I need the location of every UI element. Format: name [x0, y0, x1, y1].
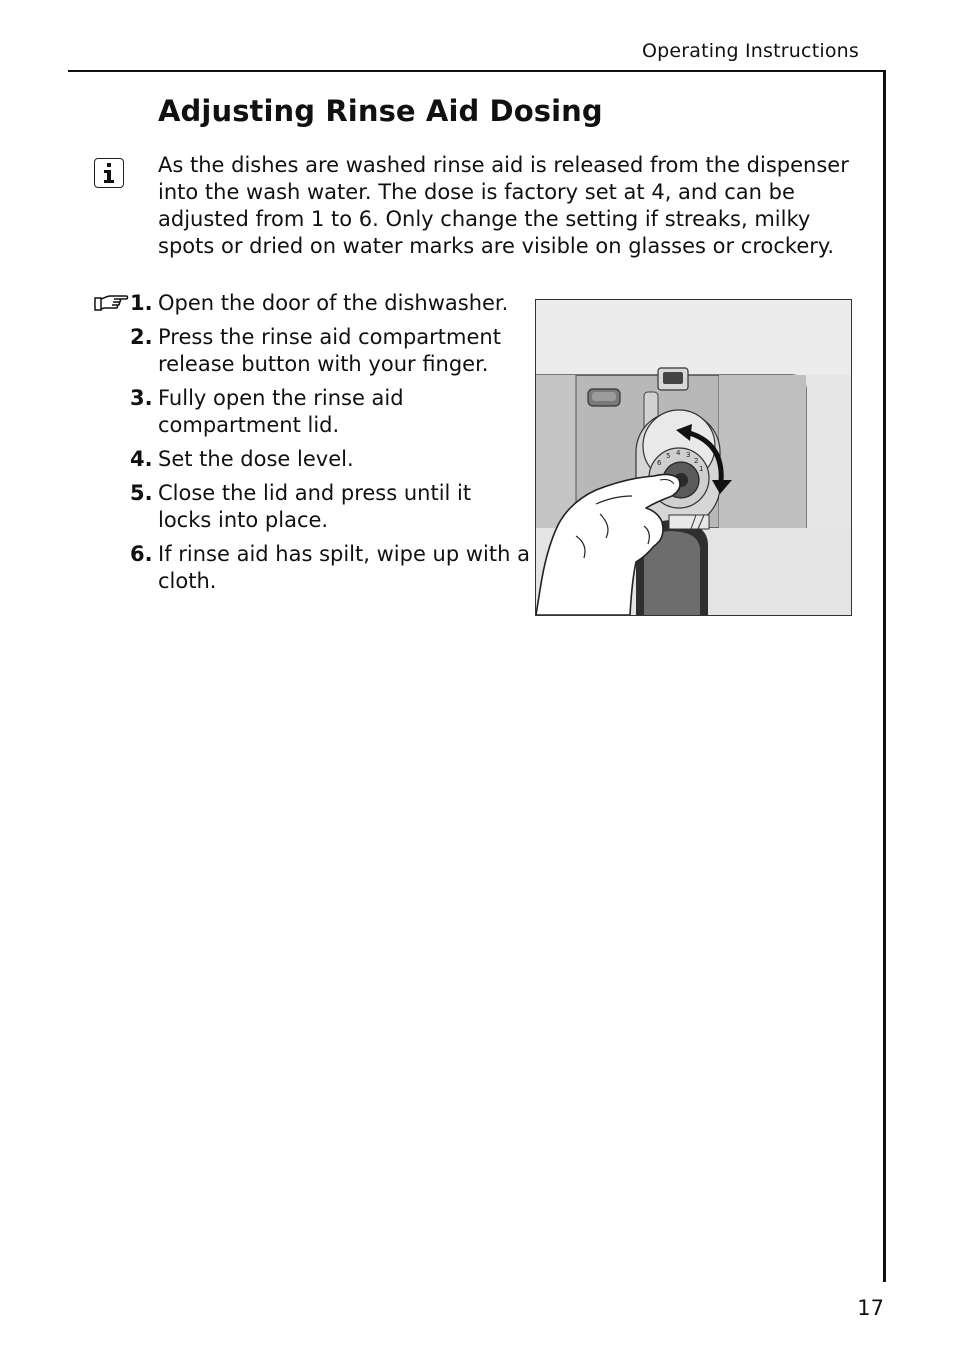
step-text: Set the dose level. — [158, 447, 354, 471]
step-number: 3. — [130, 386, 153, 410]
rinse-aid-dial-illustration — [535, 299, 852, 616]
step-text: Open the door of the dishwasher. — [158, 291, 509, 315]
step-number: 2. — [130, 325, 153, 349]
page-number: 17 — [857, 1296, 884, 1320]
running-header: Operating Instructions — [641, 40, 859, 62]
steps-list — [130, 290, 530, 602]
dial-number: 2 — [694, 457, 699, 465]
illustration-svg — [536, 300, 851, 615]
list-item — [130, 324, 530, 378]
intro-paragraph: As the dishes are washed rinse aid is released from the dispenser into the wash water. The dose is factory set at 4, and can be adjusted from 1 to 6. Only change the setting if streaks, milky spots or dried on water marks are visible on glasses or crockery. — [158, 153, 849, 258]
header-rule — [68, 70, 886, 72]
dial-number: 1 — [699, 465, 704, 473]
dial-number: 3 — [686, 451, 691, 459]
step-text: If rinse aid has spilt, wipe up with a cloth. — [158, 542, 530, 593]
list-item — [130, 290, 530, 317]
step-text: Fully open the rinse aid compartment lid. — [158, 386, 404, 437]
step-text: Close the lid and press until it locks into place. — [158, 481, 472, 532]
pointing-hand-icon — [93, 290, 129, 314]
side-rule — [883, 70, 886, 1282]
info-icon — [94, 158, 124, 188]
dial-number: 6 — [657, 459, 662, 467]
list-item — [130, 385, 530, 439]
list-item — [130, 446, 530, 473]
step-number: 6. — [130, 542, 153, 566]
list-item — [130, 541, 530, 595]
list-item — [130, 480, 530, 534]
dial-number: 5 — [666, 452, 671, 460]
dial-number: 4 — [676, 449, 681, 457]
step-number: 5. — [130, 481, 153, 505]
step-number: 4. — [130, 447, 153, 471]
step-text: Press the rinse aid compartment release button with your finger. — [158, 325, 501, 376]
page-title: Adjusting Rinse Aid Dosing — [158, 94, 603, 128]
step-number: 1. — [130, 291, 153, 315]
